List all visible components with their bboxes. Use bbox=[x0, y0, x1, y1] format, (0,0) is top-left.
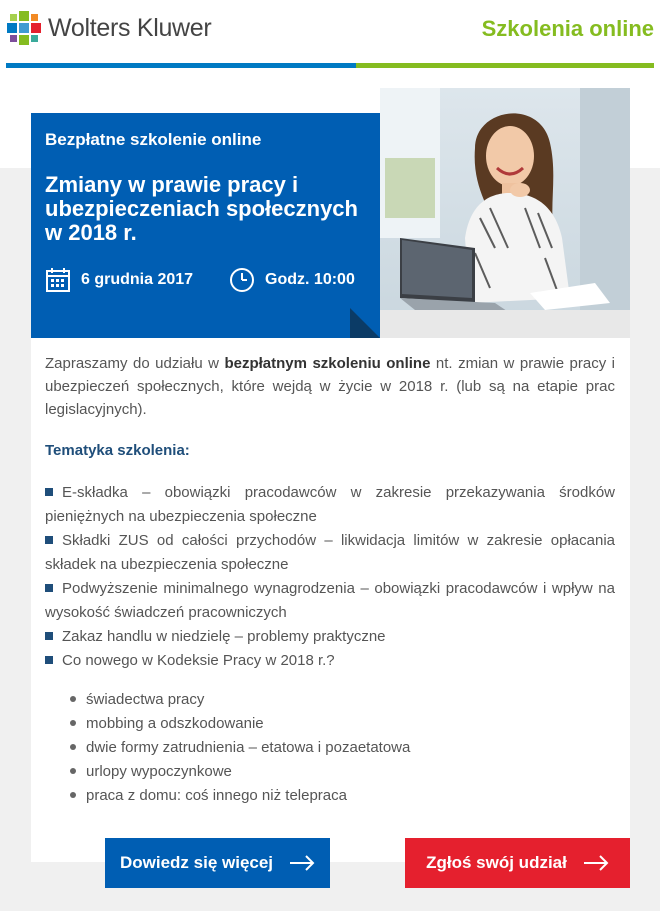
topic-text: Co nowego w Kodeksie Pracy w 2018 r.? bbox=[62, 652, 335, 669]
topics-list bbox=[45, 481, 615, 673]
calendar-icon bbox=[45, 267, 71, 293]
event-date: 6 grudnia 2017 bbox=[81, 271, 194, 288]
learn-more-button[interactable] bbox=[105, 838, 330, 888]
round-bullet-icon bbox=[70, 744, 76, 750]
square-bullet-icon bbox=[45, 656, 53, 664]
header-tagline: Szkolenia online bbox=[481, 16, 654, 41]
learn-more-label: Dowiedz się więcej bbox=[119, 853, 274, 872]
wolters-kluwer-logo[interactable] bbox=[6, 10, 211, 46]
logo-mark-icon bbox=[6, 10, 42, 46]
topic-text: Składki ZUS od całości przychodów – likwidacja limitów w zakresie opłacania składek na ubezpieczenia społeczne bbox=[45, 532, 615, 573]
email-header bbox=[0, 0, 660, 64]
header-divider-blue bbox=[6, 63, 356, 68]
subtopic-text: praca z domu: coś innego niż telepraca bbox=[86, 787, 347, 804]
subtopic-item bbox=[70, 784, 410, 808]
square-bullet-icon bbox=[45, 536, 53, 544]
square-bullet-icon bbox=[45, 632, 53, 640]
register-button[interactable] bbox=[405, 838, 630, 888]
hero-kicker: Bezpłatne szkolenie online bbox=[45, 130, 262, 149]
register-label: Zgłoś swój udział bbox=[426, 853, 567, 872]
topic-item bbox=[45, 625, 615, 649]
topic-text: Podwyższenie minimalnego wynagrodzenia – obowiązki pracodawców i wpływ na wysokość świadczeń pracowniczych bbox=[45, 580, 615, 621]
subtopic-item bbox=[70, 712, 410, 736]
round-bullet-icon bbox=[70, 768, 76, 774]
round-bullet-icon bbox=[70, 696, 76, 702]
event-date-time bbox=[45, 267, 355, 293]
square-bullet-icon bbox=[45, 488, 53, 496]
topic-text: Zakaz handlu w niedzielę – problemy praktyczne bbox=[62, 628, 386, 645]
intro-paragraph bbox=[45, 352, 615, 421]
businesswoman-illustration bbox=[380, 88, 630, 338]
subtopic-item bbox=[70, 736, 410, 760]
round-bullet-icon bbox=[70, 792, 76, 798]
clock-icon bbox=[229, 267, 255, 293]
arrow-right-icon bbox=[289, 855, 315, 871]
subtopics-list bbox=[70, 688, 410, 808]
subtopic-item bbox=[70, 688, 410, 712]
intro-text-end: nt. zmian w prawie pracy i ubezpieczeń społecznych, które wejdą w życie w 2018 r. (lub są na etapie prac legislacyjnych). bbox=[45, 355, 615, 418]
subtopic-text: mobbing a odszkodowanie bbox=[86, 715, 264, 732]
topic-text: E-składka – obowiązki pracodawców w zakresie przekazywania środków pieniężnych na ubezpieczenia społeczne bbox=[45, 484, 615, 525]
subtopic-text: urlopy wypoczynkowe bbox=[86, 763, 232, 780]
section-title: Tematyka szkolenia: bbox=[45, 442, 190, 459]
hero-banner bbox=[31, 113, 380, 338]
header-divider-green bbox=[356, 63, 654, 68]
intro-text-start: Zapraszamy do udziału w bbox=[45, 355, 225, 372]
hero-fold-corner bbox=[350, 308, 380, 338]
hero-photo bbox=[380, 88, 630, 338]
subtopic-text: dwie formy zatrudnienia – etatowa i pozaetatowa bbox=[86, 739, 411, 756]
intro-text-bold: bezpłatnym szkoleniu online bbox=[224, 355, 431, 372]
logo-text: Wolters Kluwer bbox=[48, 13, 212, 42]
hero-title: Zmiany w prawie pracy i ubezpieczeniach społecznych w 2018 r. bbox=[45, 172, 358, 245]
arrow-right-icon bbox=[583, 855, 609, 871]
topic-item bbox=[45, 529, 615, 577]
topic-item bbox=[45, 577, 615, 625]
topic-item bbox=[45, 481, 615, 529]
square-bullet-icon bbox=[45, 584, 53, 592]
subtopic-item bbox=[70, 760, 410, 784]
subtopic-text: świadectwa pracy bbox=[86, 691, 205, 708]
event-time: Godz. 10:00 bbox=[265, 271, 355, 288]
round-bullet-icon bbox=[70, 720, 76, 726]
topic-item bbox=[45, 649, 615, 673]
